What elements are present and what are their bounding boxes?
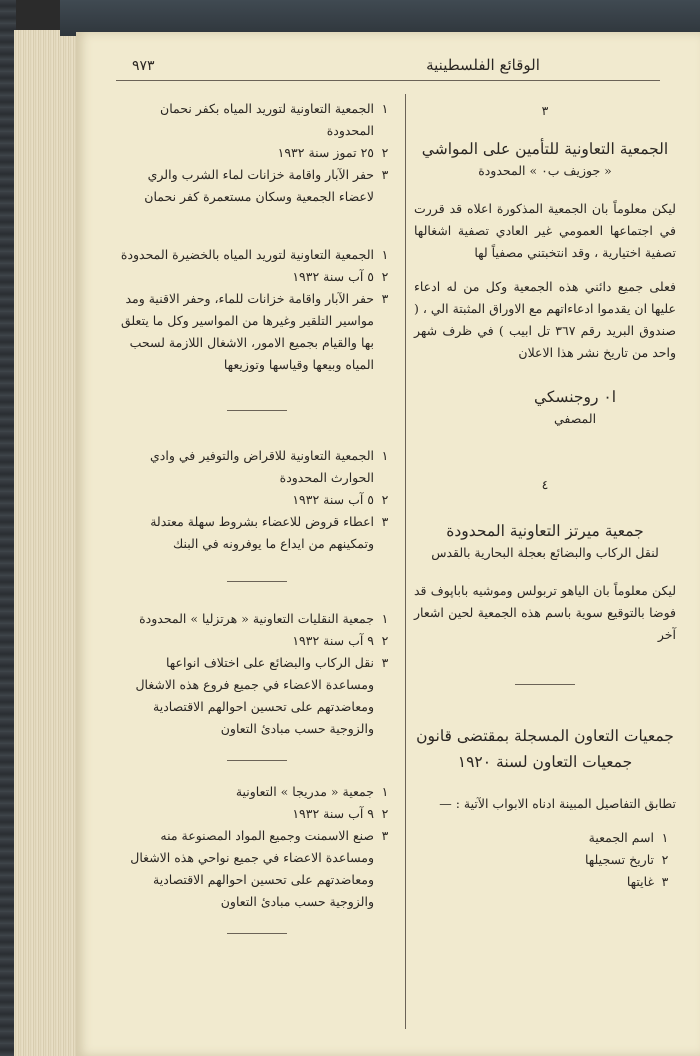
entry-name: ١ جمعية النقليات التعاونية « هرتزليا » المحدودة [139,611,389,626]
entry-name: ١ الجمعية التعاونية للاقراض والتوفير في وادي الحوارث المحدودة [150,448,389,485]
book-cover-edge [60,0,700,36]
section3-paragraph-1: ليكن معلوماً بان الجمعية المذكورة اعلاه قد قررت في اجتماعها العمومي غير العادي تصفية اشغالها تصفية اختيارية ، وقد انتخبتني مصفياً لها [414,201,676,260]
entry-date: ٢ ٢٥ تموز سنة ١٩٣٢ [277,145,389,160]
entry-separator [227,581,287,582]
publication-title: الوقائع الفلسطينية [426,56,540,74]
entry-separator [227,933,287,934]
section3-signature-role: المصفي [553,411,597,426]
registry-entry [118,445,396,555]
section3-title: الجمعية التعاونية للتأمين على المواشي [421,140,669,158]
section4-title: جمعية ميرتز التعاونية المحدودة [446,522,644,540]
registry-entry [118,781,396,913]
section4-paragraph: ليكن معلوماً بان الياهو تربولس وموشيه باباپوف قد فوضا بالتوقيع سوية باسم هذه الجمعية لحين اشعار آخر [414,583,676,642]
entry-date: ٢ ٩ آب سنة ١٩٣٢ [292,633,389,648]
right-column [414,98,676,893]
entry-date: ٢ ٩ آب سنة ١٩٣٢ [292,806,389,821]
registry-title-line-1: جمعيات التعاون المسجلة بمقتضى قانون [416,727,674,745]
left-column [118,98,396,954]
entry-separator [227,760,287,761]
registry-title-line-2: جمعيات التعاون لسنة ١٩٢٠ [457,753,633,771]
section3-subtitle: « جوزيف ب٠ » المحدودة [478,163,612,178]
entry-purpose: ٣ اعطاء قروض للاعضاء بشروط سهلة معتدلة وتمكينهم من ايداع ما يوفرونه في البنك [150,514,389,551]
section3-number: ٣ [541,103,549,118]
list-item: ١ اسم الجمعية [588,830,669,845]
section-separator [515,684,575,685]
registry-entry [118,244,396,376]
entry-purpose: ٣ صنع الاسمنت وجميع المواد المصنوعة منه ومساعدة الاعضاء في جميع نواحي هذه الاشغال ومعاضدتهم على تحسين احوالهم الاقتصادية والزوجية حسب مبادئ التعاون [130,828,389,909]
entry-name: ١ الجمعية التعاونية لتوريد المياه بكفر نحمان المحدودة [160,101,389,138]
document-page [76,32,700,1056]
entry-separator [227,410,287,411]
entry-name: ١ الجمعية التعاونية لتوريد المياه بالخضيرة المحدودة [120,247,389,262]
section4-number: ٤ [541,477,549,492]
registry-key-list [414,827,676,893]
registry-entry [118,608,396,740]
registry-intro: تطابق التفاصيل المبينة ادناه الابواب الآتية : — [439,796,676,811]
entry-purpose: ٣ حفر الآبار واقامة خزانات للماء، وحفر الاقنية ومد مواسير التلقير وغيرها من المواسير وكل ما يتعلق بها والقيام بجميع الامور، الاشغال اللازمة لسحب المياه وبيعها وقياسها وتوزيعها [120,291,389,372]
entry-name: ١ جمعية « مدريجا » التعاونية [235,784,389,799]
entry-date: ٢ ٥ آب سنة ١٩٣٢ [292,269,389,284]
page-number: ٩٧٣ [132,58,155,74]
page-header [116,54,660,81]
entry-date: ٢ ٥ آب سنة ١٩٣٢ [292,492,389,507]
entry-purpose: ٣ حفر الآبار واقامة خزانات لماء الشرب والري لاعضاء الجمعية وسكان مستعمرة كفر نحمان [144,167,389,204]
registry-entry [118,98,396,208]
page-edges [14,30,77,1056]
section3-paragraph-2: فعلى جميع دائني هذه الجمعية وكل من له ادعاء عليها ان يقدموا ادعاءاتهم مع الاوراق المثبتة الي ، ( صندوق البريد رقم ٣٦٧ تل ابيب ) في ظرف شهر واحد من تاريخ نشر هذا الاعلان [414,279,676,360]
list-item: ٣ غايتها [626,874,669,889]
section4-subtitle: لنقل الركاب والبضائع بعجلة البحارية بالقدس [431,545,659,560]
section3-signature-name: ا٠ روجنسكي [533,388,617,406]
entry-purpose: ٣ نقل الركاب والبضائع على اختلاف انواعها ومساعدة الاعضاء في جميع فروع هذه الاشغال ومعاضدتهم على تحسين احوالهم الاقتصادية والزوجية حسب مبادئ التعاون [135,655,389,736]
list-item: ٢ تاريخ تسجيلها [584,852,669,867]
column-divider [405,94,406,1029]
